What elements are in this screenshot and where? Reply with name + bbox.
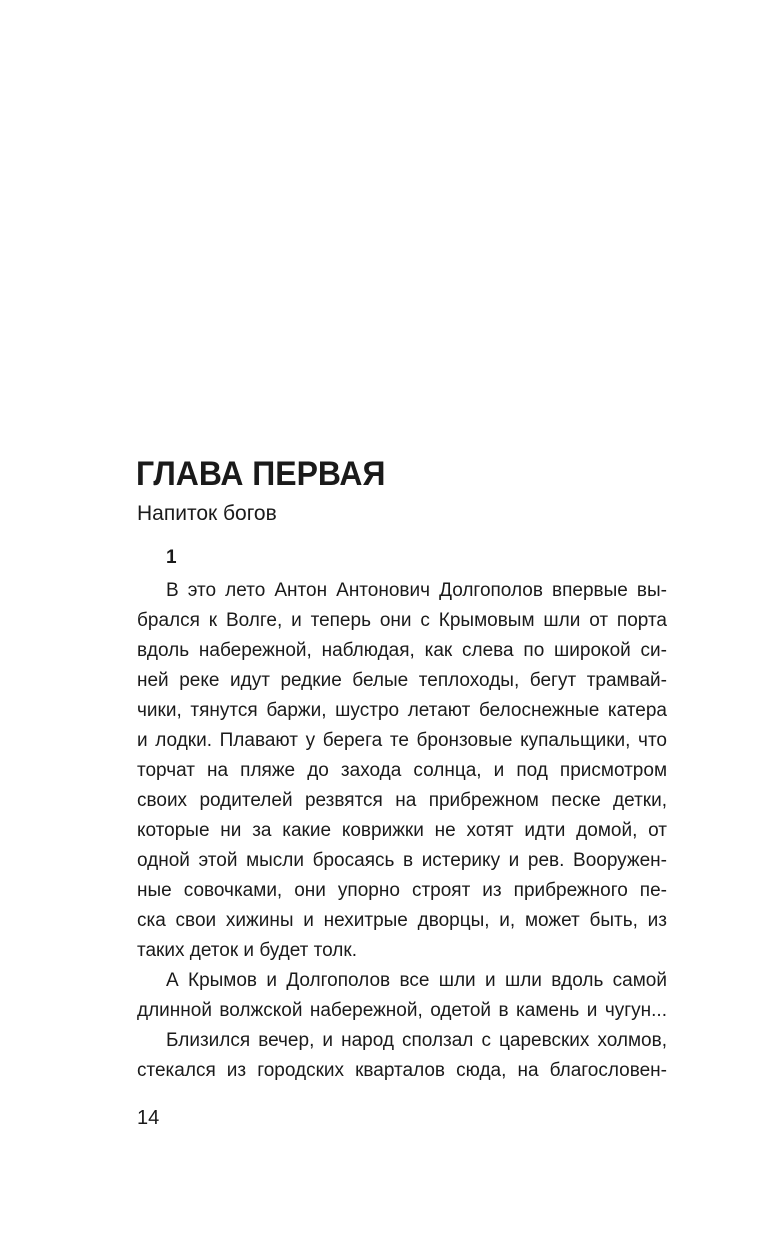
chapter-subtitle: Напиток богов xyxy=(137,502,277,525)
text-line: А Крымов и Долгополов все шли и шли вдоль самой xyxy=(166,970,667,991)
text-line: Близился вечер, и народ сползал с царевских холмов, xyxy=(166,1030,667,1051)
text-line: брался к Волге, и теперь они с Крымовым шли от порта xyxy=(137,610,667,631)
text-line: одной этой мысли бросаясь в истерику и рев. Вооружен- xyxy=(137,850,667,871)
page-number: 14 xyxy=(137,1107,160,1129)
body-text xyxy=(137,576,667,1086)
chapter-title: ГЛАВА ПЕРВАЯ xyxy=(136,455,386,493)
section-number: 1 xyxy=(166,547,177,568)
text-line: вдоль набережной, наблюдая, как слева по широкой си- xyxy=(137,640,667,661)
text-line: таких деток и будет толк. xyxy=(137,940,357,961)
text-line: ска свои хижины и нехитрые дворцы, и, может быть, из xyxy=(137,910,667,931)
text-line: В это лето Антон Антонович Долгополов впервые вы- xyxy=(166,580,667,601)
text-line: чики, тянутся баржи, шустро летают белоснежные катера xyxy=(137,700,667,721)
text-line: длинной волжской набережной, одетой в камень и чугун... xyxy=(137,1000,667,1021)
text-line: ные совочками, они упорно строят из прибрежного пе- xyxy=(137,880,667,901)
text-line: и лодки. Плавают у берега те бронзовые купальщики, что xyxy=(137,730,667,751)
text-line: своих родителей резвятся на прибрежном песке детки, xyxy=(137,790,667,811)
text-line: стекался из городских кварталов сюда, на благословен- xyxy=(137,1060,667,1081)
text-line: которые ни за какие коврижки не хотят идти домой, от xyxy=(137,820,667,841)
text-line: ней реке идут редкие белые теплоходы, бегут трамвай- xyxy=(137,670,667,691)
text-line: торчат на пляже до захода солнца, и под присмотром xyxy=(137,760,667,781)
